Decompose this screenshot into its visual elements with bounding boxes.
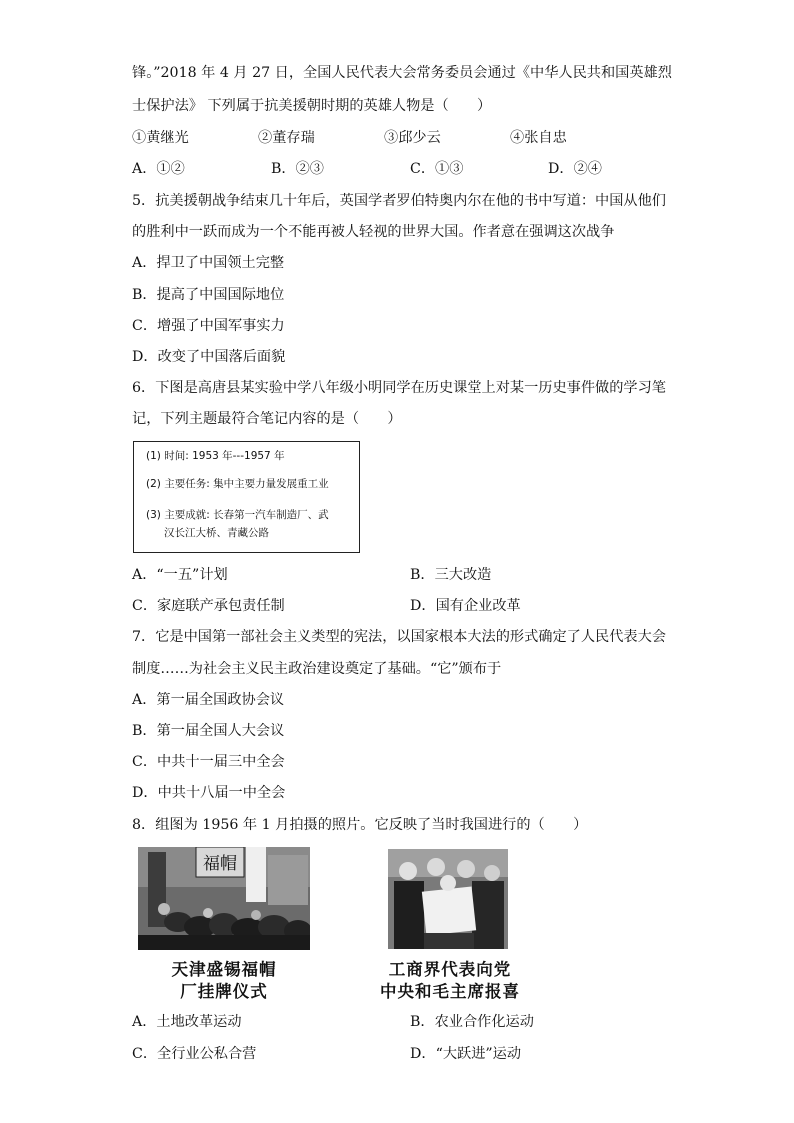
q7-stem-line1: 7．它是中国第一部社会主义类型的宪法，以国家根本大法的形式确定了人民代表大会 <box>132 629 666 645</box>
q4-stem-line2: 士保护法》 下列属于抗美援朝时期的英雄人物是（ ） <box>132 98 492 114</box>
q8-option-d: D．“大跃进”运动 <box>410 1046 522 1062</box>
photo-business-report <box>388 849 508 949</box>
q6-stem-line1: 6．下图是高唐县某实验中学八年级小明同学在历史课堂上对某一历史事件做的学习笔 <box>132 380 666 396</box>
q7-option-d: D．中共十八届一中全会 <box>132 785 286 801</box>
photo-factory-ceremony-image <box>138 847 310 950</box>
note-line-time: (1) 时间: 1953 年---1957 年 <box>146 450 285 462</box>
q7-option-b: B．第一届全国人大会议 <box>132 723 285 739</box>
q5-option-b: B．提高了中国国际地位 <box>132 287 285 303</box>
q4-item-1: ①黄继光 <box>132 130 189 146</box>
q6-stem-line2: 记，下列主题最符合笔记内容的是（ ） <box>132 411 402 427</box>
q4-option-a: A．①② <box>132 161 185 177</box>
q5-stem-line1: 5．抗美援朝战争结束几十年后，英国学者罗伯特奥内尔在他的书中写道：中国从他们 <box>132 193 666 209</box>
q8-stem-line1: 8．组图为 1956 年 1 月拍摄的照片。它反映了当时我国进行的（ ） <box>132 817 588 833</box>
q7-option-a: A．第一届全国政协会议 <box>132 692 285 708</box>
photo-business-report-image <box>388 849 508 949</box>
q5-option-d: D．改变了中国落后面貌 <box>132 349 286 365</box>
q4-item-4: ④张自忠 <box>510 130 567 146</box>
q5-stem-line2: 的胜利中一跃而成为一个不能再被人轻视的世界大国。作者意在强调这次战争 <box>132 224 615 240</box>
photo2-caption-line1: 工商界代表向党 <box>388 960 512 979</box>
q6-option-a: A．“一五”计划 <box>132 567 228 583</box>
q7-option-c: C．中共十一届三中全会 <box>132 754 285 770</box>
q4-item-2: ②董存瑞 <box>258 130 315 146</box>
photo-factory-ceremony <box>138 847 310 950</box>
q6-option-c: C．家庭联产承包责任制 <box>132 598 285 614</box>
q8-option-a: A．土地改革运动 <box>132 1014 242 1030</box>
note-line-achievement: (3) 主要成就: 长春第一汽车制造厂、武 <box>146 509 329 521</box>
q4-stem-line1: 锋。”2018 年 4 月 27 日，全国人民代表大会常务委员会通过《中华人民共和国英雄烈 <box>132 65 672 81</box>
q6-option-d: D．国有企业改革 <box>410 598 521 614</box>
q8-option-b: B．农业合作化运动 <box>410 1014 534 1030</box>
photo1-caption-line2: 厂挂牌仪式 <box>180 982 268 1001</box>
photo2-caption-line2: 中央和毛主席报喜 <box>380 982 520 1001</box>
study-note-box <box>133 441 360 553</box>
q6-option-b: B．三大改造 <box>410 567 492 583</box>
note-line-task: (2) 主要任务: 集中主要力量发展重工业 <box>146 478 329 490</box>
q7-stem-line2: 制度……为社会主义民主政治建设奠定了基础。“它”颁布于 <box>132 661 502 677</box>
q8-option-c: C．全行业公私合营 <box>132 1046 257 1062</box>
photo1-caption-line1: 天津盛锡福帽 <box>171 960 277 979</box>
q5-option-a: A．捍卫了中国领土完整 <box>132 255 285 271</box>
q4-option-b: B．②③ <box>271 161 324 177</box>
note-line-achievement-cont: 汉长江大桥、青藏公路 <box>164 527 269 539</box>
q5-option-c: C．增强了中国军事实力 <box>132 318 285 334</box>
q4-item-3: ③邱少云 <box>384 130 441 146</box>
q4-option-d: D．②④ <box>548 161 602 177</box>
q4-option-c: C．①③ <box>410 161 464 177</box>
photo-sign-text: 福帽 <box>203 854 237 874</box>
